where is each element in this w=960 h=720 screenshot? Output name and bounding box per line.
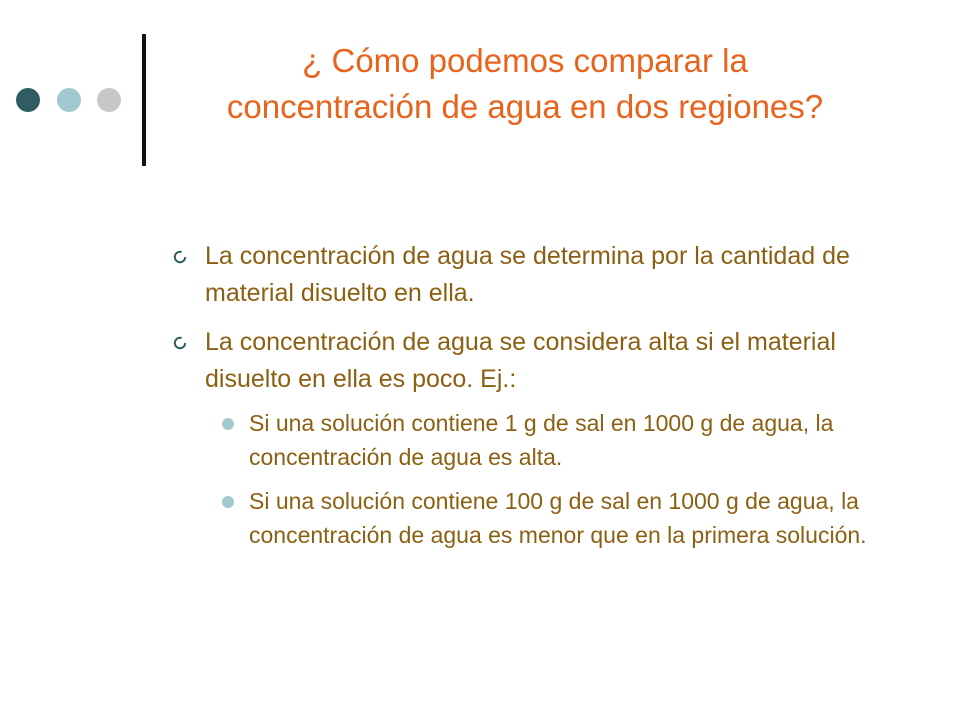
- dot-bullet-icon: [222, 418, 234, 430]
- bullet-text: La concentración de agua se determina por la cantidad de material disuelto en ella.: [205, 242, 850, 307]
- sub-bullet-text: Si una solución contiene 100 g de sal en 1000 g de agua, la concentración de agua es menor que en la primera solución.: [249, 488, 867, 548]
- decorative-dot-gray: [97, 88, 121, 112]
- ring-bullet-icon: [173, 336, 187, 350]
- bullet-item: [170, 324, 890, 552]
- bullet-item: [170, 238, 890, 312]
- decorative-dot-light: [57, 88, 81, 112]
- bullet-text: La concentración de agua se considera alta si el material disuelto en ella es poco. Ej.:: [205, 328, 836, 393]
- sub-bullet-item: [205, 484, 890, 552]
- sub-bullet-text: Si una solución contiene 1 g de sal en 1000 g de agua, la concentración de agua es alta.: [249, 410, 834, 470]
- bullet-list: [170, 238, 890, 564]
- sub-bullet-item: [205, 406, 890, 474]
- ring-bullet-icon: [173, 250, 187, 264]
- dot-bullet-icon: [222, 496, 234, 508]
- decorative-dot-dark: [16, 88, 40, 112]
- vertical-divider: [142, 34, 146, 166]
- sub-bullet-list: [205, 406, 890, 552]
- slide-title: ¿ Cómo podemos comparar la concentración de agua en dos regiones?: [226, 42, 824, 125]
